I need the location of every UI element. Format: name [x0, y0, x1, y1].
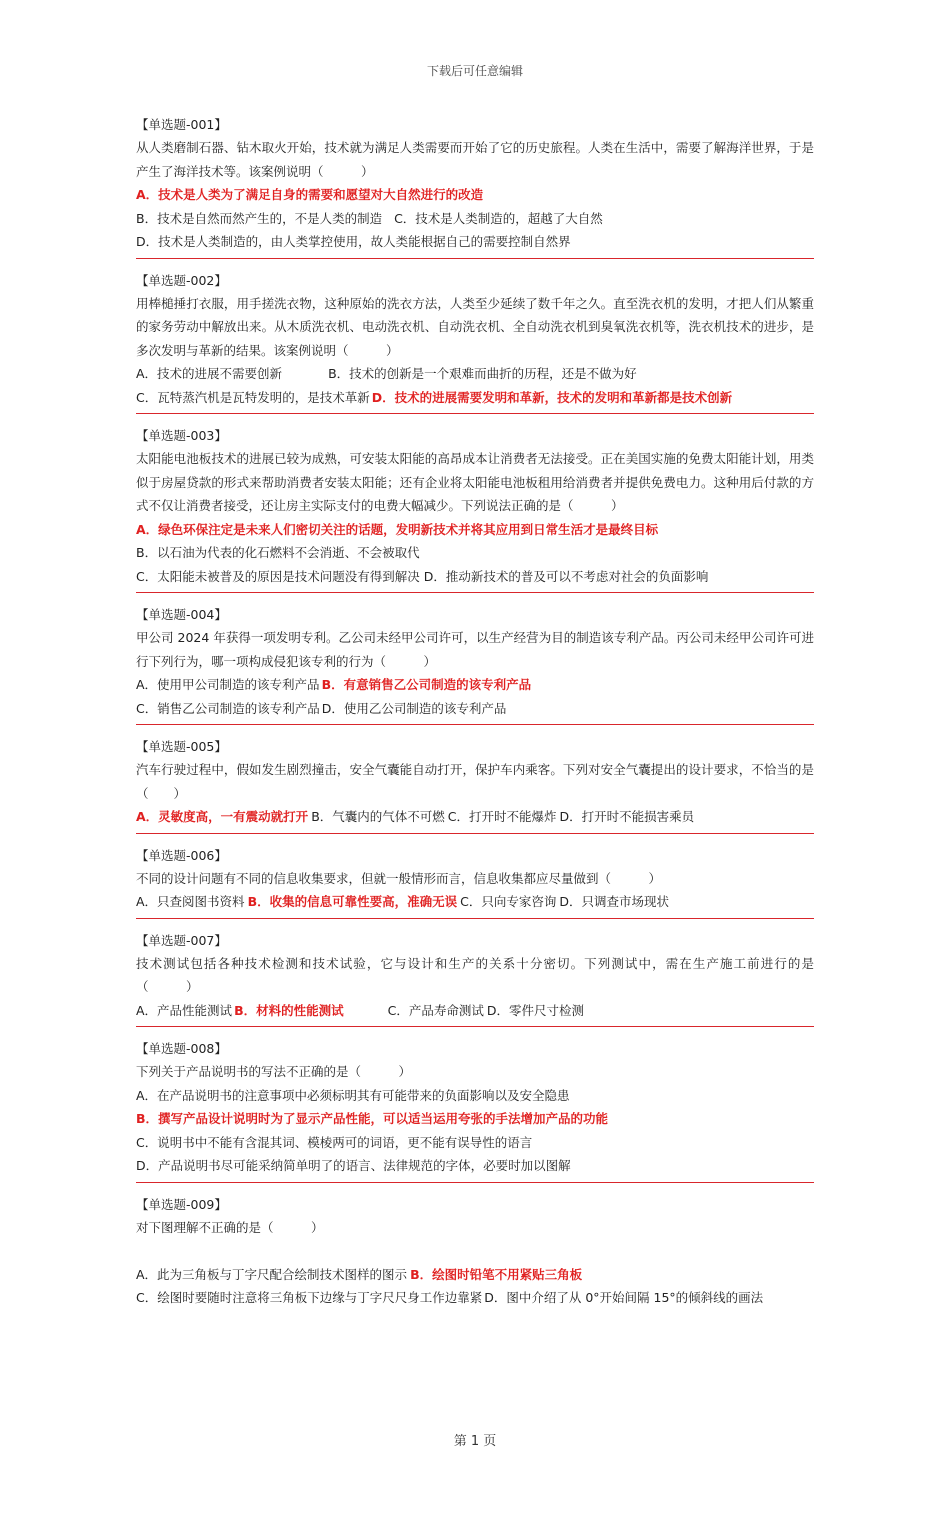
- question-title: 【单选题-004】: [136, 607, 227, 622]
- option-c: C．技术是人类制造的，超越了大自然: [394, 210, 603, 226]
- option-row: [136, 362, 814, 386]
- option-row: [136, 386, 814, 410]
- question-stem: 甲公司 2024 年获得一项发明专利。乙公司未经甲公司许可，以生产经营为目的制造该专利产品。丙公司未经甲公司许可进行下列行为，哪一项构成侵犯该专利的行为（ ）: [136, 630, 814, 669]
- option-b-correct: B．撰写产品设计说明时为了显示产品性能，可以适当运用夸张的手法增加产品的功能: [136, 1111, 609, 1126]
- option-row: [136, 1286, 814, 1310]
- question-stem: 技术测试包括各种技术检测和技术试验，它与设计和生产的关系十分密切。下列测试中，需在生产施工前进行的是（ ）: [136, 955, 814, 994]
- page-footer: 第 1 页: [453, 1434, 497, 1449]
- question-stem: 不同的设计问题有不同的信息收集要求，但就一般情形而言，信息收集都应尽量做到（ ）: [136, 870, 662, 886]
- option-a: A．此为三角板与丁字尺配合绘制技术图样的图示: [136, 1266, 408, 1282]
- question-title: 【单选题-006】: [136, 847, 227, 863]
- question-title: 【单选题-007】: [136, 932, 227, 948]
- question-006: [136, 845, 814, 919]
- option-row: [136, 805, 814, 829]
- question-title: 【单选题-008】: [136, 1041, 227, 1056]
- option-b: B．技术的创新是一个艰难而曲折的历程，还是不做为好: [328, 366, 637, 381]
- question-stem: 用棒槌捶打衣服，用手搓洗衣物，这种原始的洗衣方法，人类至少延续了数千年之久。直至洗衣机的发明，才把人们从繁重的家务劳动中解放出来。从木质洗衣机、电动洗衣机、自动洗衣机、全自动洗衣机到臭氧洗衣机等，洗衣机技术的进步，是多次发明与革新的结果。该案例说明（ ）: [136, 295, 814, 358]
- option-a: A．产品性能测试: [136, 1002, 233, 1018]
- option-a-correct: A．绿色环保注定是未来人们密切关注的话题，发明新技术并将其应用到日常生活才是最终目标: [136, 521, 659, 537]
- option-c: C．打开时不能爆炸: [447, 809, 557, 824]
- question-stem: 汽车行驶过程中，假如发生剧烈撞击，安全气囊能自动打开，保护车内乘客。下列对安全气囊提出的设计要求，不恰当的是（ ）: [136, 762, 814, 801]
- option-row: [136, 1263, 814, 1287]
- option-d: D．使用乙公司制造的该专利产品: [321, 700, 507, 716]
- page-header: 下载后可任意编辑: [426, 64, 523, 78]
- option-a: A．使用甲公司制造的该专利产品: [136, 677, 320, 692]
- option-b: B．技术是自然而然产生的，不是人类的制造: [136, 210, 383, 226]
- option-c: C．销售乙公司制造的该专利产品: [136, 700, 320, 716]
- option-c: C．说明书中不能有含混其词、模棱两可的词语，更不能有误导性的语言: [136, 1134, 533, 1150]
- option-a-correct: A．灵敏度高，一有震动就打开: [136, 809, 309, 824]
- option-b: B．气囊内的气体不可燃: [311, 809, 445, 824]
- option-d: D．图中介绍了从 0°开始间隔 15°的倾斜线的画法: [484, 1290, 764, 1305]
- question-009: [136, 1194, 814, 1314]
- option-d-correct: D．技术的进展需要发明和革新，技术的发明和革新都是技术创新: [371, 389, 733, 405]
- option-a: A．技术的进展不需要创新: [136, 366, 283, 381]
- option-b-correct: B．绘图时铅笔不用紧贴三角板: [410, 1266, 583, 1282]
- option-a-correct: A．技术是人类为了满足自身的需要和愿望对大自然进行的改造: [136, 187, 484, 202]
- option-b-correct: B．材料的性能测试: [234, 1002, 344, 1018]
- question-004: [136, 604, 814, 725]
- option-a: A．只查阅图书资料: [136, 894, 245, 909]
- question-title: 【单选题-002】: [136, 272, 227, 288]
- option-row: [136, 890, 814, 914]
- option-c: C．太阳能未被普及的原因是技术问题没有得到解决: [136, 568, 420, 584]
- question-title: 【单选题-001】: [136, 117, 227, 132]
- question-002: [136, 270, 814, 415]
- question-001: [136, 114, 814, 259]
- option-c: C．只向专家咨询: [460, 894, 557, 909]
- option-c: C．绘图时要随时注意将三角板下边缘与丁字尺尺身工作边靠紧: [136, 1290, 483, 1305]
- option-row: [136, 673, 814, 697]
- option-d: D．技术是人类制造的，由人类掌控使用，故人类能根据自己的需要控制自然界: [136, 234, 571, 249]
- option-d: D．推动新技术的普及可以不考虑对社会的负面影响: [423, 568, 709, 584]
- question-list: [136, 114, 814, 1325]
- option-row: [136, 565, 814, 589]
- figure-placeholder: [136, 1239, 814, 1263]
- question-title: 【单选题-005】: [136, 739, 227, 754]
- question-005: [136, 736, 814, 834]
- option-b-correct: B．有意销售乙公司制造的该专利产品: [321, 677, 532, 692]
- question-stem: 太阳能电池板技术的进展已较为成熟，可安装太阳能的高昂成本让消费者无法接受。正在美国实施的免费太阳能计划，用类似于房屋贷款的形式来帮助消费者安装太阳能；还有企业将太阳能电池板租用给消费者并提供免费电力。这种用后付款的方式不仅让消费者接受，还让房主实际支付的电费大幅减少。下列说法正确的是（ ）: [136, 451, 814, 513]
- option-d: D．零件尺寸检测: [486, 1002, 584, 1018]
- question-007: [136, 930, 814, 1028]
- option-c: C．产品寿命测试: [387, 1002, 484, 1018]
- option-row: [136, 697, 814, 721]
- option-a: A．在产品说明书的注意事项中必须标明其有可能带来的负面影响以及安全隐患: [136, 1087, 570, 1103]
- question-003: [136, 425, 814, 593]
- option-row: [136, 999, 814, 1023]
- question-stem: 从人类磨制石器、钻木取火开始，技术就为满足人类需要而开始了它的历史旅程。人类在生活中，需要了解海洋世界，于是产生了海洋技术等。该案例说明（ ）: [136, 140, 814, 179]
- option-b: B．以石油为代表的化石燃料不会消逝、不会被取代: [136, 545, 420, 560]
- question-stem: 对下图理解不正确的是（ ）: [136, 1219, 324, 1235]
- question-stem: 下列关于产品说明书的写法不正确的是（ ）: [136, 1064, 412, 1079]
- option-c: C．瓦特蒸汽机是瓦特发明的，是技术革新: [136, 389, 370, 405]
- option-d: D．产品说明书尽可能采纳简单明了的语言、法律规范的字体，必要时加以图解: [136, 1158, 571, 1173]
- question-title: 【单选题-003】: [136, 428, 227, 443]
- option-b-correct: B．收集的信息可靠性要高，准确无误: [247, 894, 458, 909]
- question-008: [136, 1038, 814, 1183]
- option-d: D．只调查市场现状: [559, 894, 669, 909]
- question-title: 【单选题-009】: [136, 1196, 227, 1212]
- option-row: [136, 207, 814, 231]
- option-d: D．打开时不能损害乘员: [559, 809, 695, 824]
